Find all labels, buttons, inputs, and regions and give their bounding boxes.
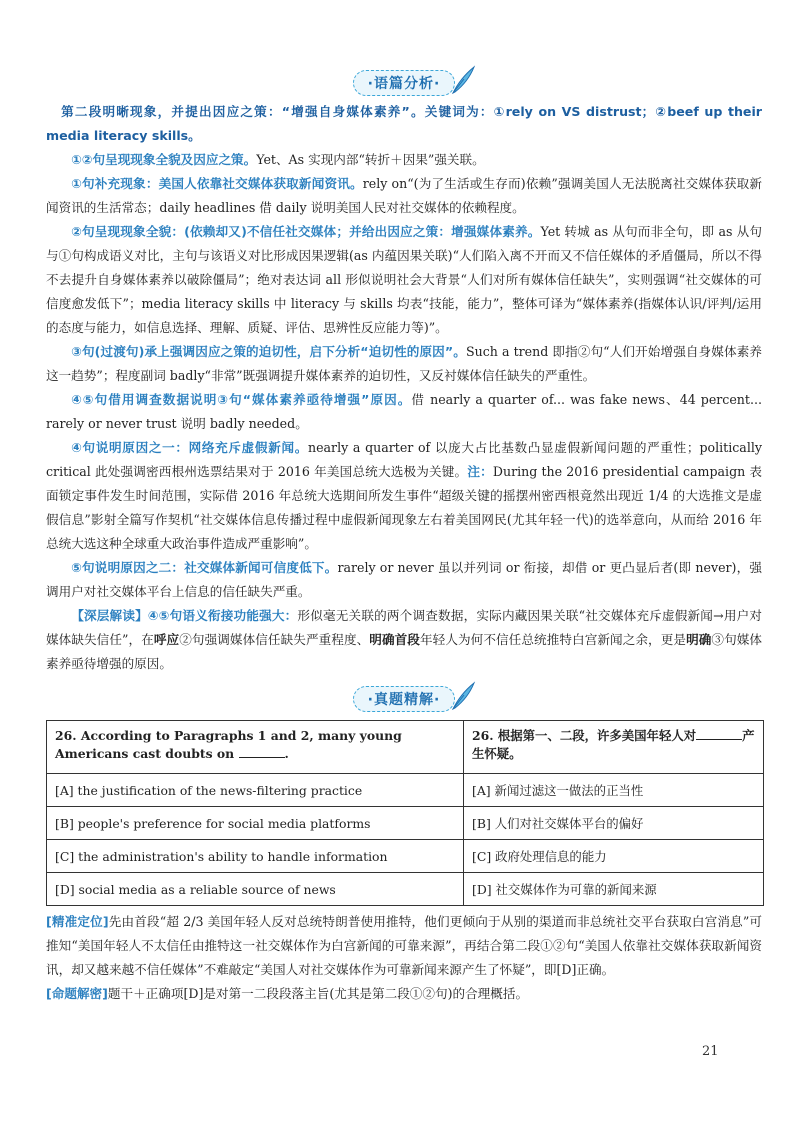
deep-reading-text-2: ②句强调媒体信任缺失严重程度、 <box>179 632 370 647</box>
analysis-para-2 <box>46 148 762 172</box>
kw-sentence-1: ①句补充现象：美国人依靠社交媒体获取新闻资讯。 <box>71 176 363 191</box>
analysis-title-text: ·语篇分析· <box>367 76 441 92</box>
kw-sentence-4-5: ④⑤句借用调查数据说明③句“媒体素养亟待增强”原因。 <box>71 392 412 407</box>
analysis-para-8 <box>46 556 762 604</box>
analysis-body <box>46 100 762 676</box>
kw-sentence-2: ②句呈现现象全貌：(依赖却又)不信任社交媒体；并给出因应之策：增强媒体素养。 <box>71 224 541 239</box>
analysis-section-header <box>46 70 762 100</box>
stem-blank <box>239 745 285 758</box>
explain-tag-decode: [命题解密] <box>46 986 108 1001</box>
exam-section-header <box>46 686 762 716</box>
analysis-para-3 <box>46 172 762 220</box>
text-sentence-2: Yet 转城 as 从句而非全句，即 as 从句与①句构成语义对比，主句与该语义对比形成因果逻辑(as 内蕴因果关联)“人们陷入离不开而又不信任媒体的矛盾僵局，所以不得不去提升自身媒体素养以破除僵局”；绝对表达词 all 形似说明社会大背景“人们对所有媒体信任缺失”，实则强调“社交媒体的可信度愈发低下”；media literacy skills 中 literacy 与 skills 均表“技能，能力”，整体可译为“媒体素养(指媒体认识/评判/运用的态度与能力，如信息选择、理解、质疑、评估、思辨性反应能力等)”。 <box>46 224 762 335</box>
deep-reading-label: 【深层解读】 <box>71 608 148 623</box>
note-label: 注： <box>467 464 493 479</box>
analysis-para-9 <box>46 604 762 676</box>
explain-decode <box>46 982 762 1006</box>
analysis-summary: 第二段明晰现象，并提出因应之策：“增强自身媒体素养”。关键词为：①rely on VS distrust；②beef up their media literacy skills。 <box>46 104 762 143</box>
analysis-para-6 <box>46 388 762 436</box>
option-a-en: [A] the justification of the news-filtering practice <box>47 774 464 807</box>
kw-sentence-4: ④句说明原因之一：网络充斥虚假新闻。 <box>71 440 308 455</box>
question-stem-en <box>47 721 464 774</box>
question-stem-zh <box>464 721 764 774</box>
explain-text-locate: 先由首段“超 2/3 美国年轻人反对总统特朗普使用推特，他们更倾向于从别的渠道而非总统社交平台获取白宫消息”可推知“美国年轻人不太信任由推特这一社交媒体作为白宫新闻的可靠来源”，再结合第二段①②句“美国人依靠社交媒体获取新闻资讯，却又越来越不信任媒体”不难敲定“美国人对社交媒体作为可靠新闻来源产生了怀疑”，即[D]正确。 <box>46 914 763 977</box>
option-row <box>47 807 764 840</box>
kw-sentence-5: ⑤句说明原因之二：社交媒体新闻可信度低下。 <box>71 560 338 575</box>
answer-explanation <box>46 910 762 1006</box>
explain-locate <box>46 910 762 982</box>
option-row <box>47 873 764 906</box>
text-sentence-4: nearly a quarter of 以庞大占比基数凸显虚假新闻问题的严重性；politically critical 此处强调密西根州选票结果对于 2016 年美国总统大选极为关键。 <box>46 440 762 479</box>
question-table <box>46 720 764 906</box>
option-row <box>47 774 764 807</box>
deep-reading-text-3: 年轻人为何不信任总统推特白宫新闻之余，更是 <box>419 632 687 647</box>
exam-section-title <box>353 686 456 712</box>
deep-reading-kw: ④⑤句语义衔接功能强大： <box>147 608 298 623</box>
option-d-zh: [D] 社交媒体作为可靠的新闻来源 <box>464 873 764 906</box>
deep-reading-text-4: ③句媒体素养亟待增强的原因。 <box>46 632 763 671</box>
option-d-en: [D] social media as a reliable source of news <box>47 873 464 906</box>
text-sentence-4-5: 借 nearly a quarter of... was fake news、44 percent... rarely or never trust 说明 badly needed。 <box>46 392 762 431</box>
kw-sentence-1-2: ①②句呈现现象全貌及因应之策。 <box>71 152 257 167</box>
note-text: During the 2016 presidential campaign 表面锁定事件发生时间范围，实际借 2016 年总统大选期间所发生事件“超级关键的摇摆州密西根竟然出现近 1/4 的大选推文是虚假信息”影射全篇写作契机“社交媒体信息传播过程中虚假新闻现象左右着美国网民(尤其年轻一代)的选举意向，从而给 2016 年总统大选这种全球重大政治事件造成严重影响”。 <box>46 464 763 551</box>
deep-reading-bold-1: 呼应 <box>153 632 180 647</box>
stem-zh-end: 产生怀疑。 <box>472 728 755 761</box>
option-a-zh: [A] 新闻过滤这一做法的正当性 <box>464 774 764 807</box>
option-c-zh: [C] 政府处理信息的能力 <box>464 840 764 873</box>
deep-reading-bold-2: 明确首段 <box>369 632 420 647</box>
stem-zh-text: 26. 根据第一、二段，许多美国年轻人对 <box>472 728 697 743</box>
quill-icon <box>450 65 476 95</box>
text-sentence-5: rarely or never 虽以并列词 or 衔接，却借 or 更凸显后者(即 never)，强调用户对社交媒体平台上信息的信任缺失严重。 <box>46 560 762 599</box>
deep-reading-text-1: 形似毫无关联的两个调查数据，实际内藏因果关联“社交媒体充斥虚假新闻→用户对媒体缺失信任”，在 <box>46 608 762 647</box>
deep-reading-bold-3: 明确 <box>686 632 712 647</box>
analysis-para-1 <box>46 100 762 148</box>
stem-en-text: 26. According to Paragraphs 1 and 2, many young Americans cast doubts on <box>55 728 402 761</box>
quill-icon <box>450 681 476 711</box>
kw-sentence-3: ③句(过渡句)承上强调因应之策的迫切性，启下分析“迫切性的原因”。 <box>71 344 466 359</box>
option-b-zh: [B] 人们对社交媒体平台的偏好 <box>464 807 764 840</box>
text-sentence-1-2: Yet、As 实现内部“转折＋因果”强关联。 <box>256 152 485 167</box>
analysis-para-5 <box>46 340 762 388</box>
option-b-en: [B] people's preference for social media platforms <box>47 807 464 840</box>
text-sentence-1: rely on“(为了生活或生存而)依赖”强调美国人无法脱离社交媒体获取新闻资讯的生活常态；daily headlines 借 daily 说明美国人民对社交媒体的依赖程度。 <box>46 176 762 215</box>
question-stem-row <box>47 721 764 774</box>
page <box>46 70 762 1006</box>
stem-en-end: . <box>284 746 289 761</box>
option-row <box>47 840 764 873</box>
page-number: 21 <box>702 1044 719 1059</box>
exam-title-text: ·真题精解· <box>367 692 441 708</box>
text-sentence-3: Such a trend 即指②句“人们开始增强自身媒体素养这一趋势”；程度副词 badly“非常”既强调提升媒体素养的迫切性，又反衬媒体信任缺失的严重性。 <box>46 344 762 383</box>
explain-tag-locate: [精准定位] <box>46 914 109 929</box>
analysis-para-4 <box>46 220 762 340</box>
stem-blank-zh <box>696 727 742 740</box>
option-c-en: [C] the administration's ability to handle information <box>47 840 464 873</box>
analysis-para-7 <box>46 436 762 556</box>
analysis-section-title <box>353 70 456 96</box>
explain-text-decode: 题干＋正确项[D]是对第一二段段落主旨(尤其是第二段①②句)的合理概括。 <box>107 986 529 1001</box>
